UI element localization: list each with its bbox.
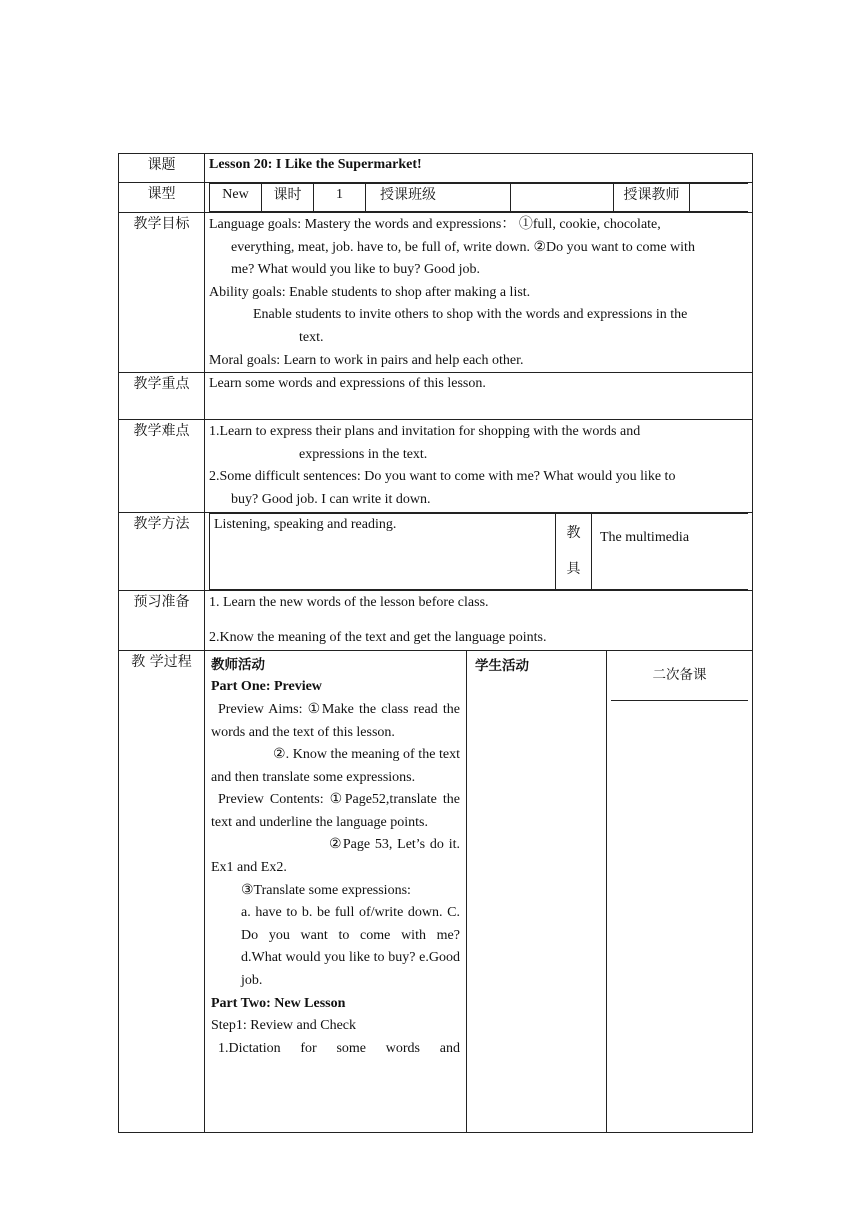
title-label: 课题: [119, 154, 205, 183]
class-value: [511, 184, 614, 212]
difficulty-line: expressions in the text.: [299, 446, 428, 462]
lesson-plan-table: [118, 153, 753, 1133]
goals-line: me? What would you like to buy? Good job.: [231, 262, 480, 278]
goals-line: Language goals: Mastery the words and expressions： ①full, cookie, chocolate,: [209, 217, 661, 232]
goals-line: everything, meat, job. have to, be full of, write down. ②Do you want to come with: [231, 239, 695, 255]
part-one-heading: Part One: Preview: [211, 679, 322, 695]
preparation-content: [205, 590, 753, 650]
step1-item: 1.Dictation for some words and: [218, 1040, 460, 1056]
difficulties-content: [205, 420, 753, 512]
teacher-activity-cell: [205, 650, 467, 1132]
difficulty-line: 1.Learn to express their plans and invitation for shopping with the words and: [209, 424, 641, 440]
goals-line: text.: [299, 329, 324, 345]
goals-content: [205, 213, 753, 373]
preview-aims-2: ②. Know the meaning of the text and then translate some expressions.: [211, 747, 460, 785]
key-points-text: Learn some words and expressions of this lesson.: [205, 373, 753, 420]
student-activity-heading: 学生活动: [475, 657, 529, 674]
preparation-line-2: 2.Know the meaning of the text and get the language points.: [209, 630, 547, 646]
part-two-heading: Part Two: New Lesson: [211, 995, 346, 1011]
goals-line: Enable students to invite others to shop with the words and expressions in the: [253, 307, 688, 323]
lesson-info-row: [205, 183, 753, 213]
difficulty-line: 2.Some difficult sentences: Do you want to come with me? What would you like to: [209, 469, 676, 485]
second-prep-heading: 二次备课: [611, 651, 748, 701]
goals-line: Moral goals: Learn to work in pairs and help each other.: [209, 352, 524, 368]
goals-line: Ability goals: Enable students to shop after making a list.: [209, 284, 531, 300]
preparation-line-1: 1. Learn the new words of the lesson before class.: [209, 594, 489, 610]
preview-aims-1: Preview Aims: ①Make the class read the words and the text of this lesson.: [211, 701, 460, 740]
tools-label: [556, 513, 592, 589]
hours-value: 1: [314, 184, 366, 212]
methods-label: 教学方法: [119, 512, 205, 590]
expressions-list: a. have to b. be full of/write down. C. Do you want to come with me? d.What would you like to buy? e.Good job.: [241, 905, 460, 989]
preview-contents-2: ②Page 53, Let’s do it. Ex1 and Ex2.: [211, 837, 460, 876]
key-points-label: 教学重点: [119, 373, 205, 420]
class-label: 授课班级: [366, 184, 511, 212]
hours-label: 课时: [262, 184, 314, 212]
preparation-label: 预习准备: [119, 590, 205, 650]
tools-label-1: 教: [566, 525, 581, 542]
goals-label: 教学目标: [119, 213, 205, 373]
second-prep-cell: [607, 650, 753, 1132]
difficulties-label: 教学难点: [119, 420, 205, 512]
tools-label-2: 具: [566, 561, 581, 578]
teacher-value: [690, 184, 749, 212]
teacher-activity-heading: 教师活动: [211, 656, 265, 673]
difficulty-line: buy? Good job. I can write it down.: [231, 491, 431, 507]
translate-heading: ③Translate some expressions:: [241, 882, 411, 898]
methods-row: [205, 512, 753, 590]
teacher-label: 授课教师: [614, 184, 690, 212]
process-label: 教 学过程: [119, 650, 205, 1132]
preview-contents-1: Preview Contents: ①Page52,translate the text and underline the language points.: [211, 792, 460, 830]
type-value: New: [210, 184, 262, 212]
step1-heading: Step1: Review and Check: [211, 1018, 357, 1034]
student-activity-cell: [467, 650, 607, 1132]
methods-text: Listening, speaking and reading.: [210, 513, 556, 589]
type-label: 课型: [119, 183, 205, 213]
lesson-title: Lesson 20: I Like the Supermarket!: [205, 154, 753, 183]
tools-value: The multimedia: [592, 513, 749, 589]
